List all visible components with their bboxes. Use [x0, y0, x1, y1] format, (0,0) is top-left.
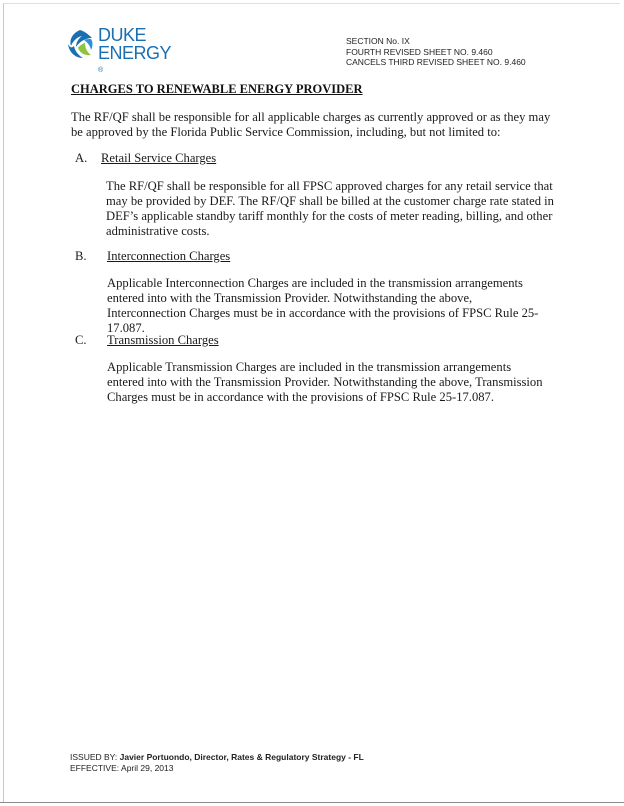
- effective-date: April 29, 2013: [121, 762, 174, 773]
- section-a-title: Retail Service Charges: [101, 151, 217, 165]
- logo-line-2: ENERGY: [98, 43, 172, 63]
- sheet-revision: FOURTH REVISED SHEET NO. 9.460: [346, 46, 493, 57]
- document-title: CHARGES TO RENEWABLE ENERGY PROVIDER: [71, 82, 363, 96]
- section-c-body: Applicable Transmission Charges are included in the transmission arrangements entered into with the Transmission Provider. Notwithstanding the above, Transmission Charges must be in accordance with the provisions of FPSC Rule 25-17.087.: [107, 360, 543, 404]
- section-b-letter: B.: [75, 249, 87, 263]
- logo-wordmark: [98, 26, 171, 80]
- duke-energy-logo-icon: [64, 28, 96, 60]
- sheet-cancels: CANCELS THIRD REVISED SHEET NO. 9.460: [346, 57, 526, 67]
- section-b-body: Applicable Interconnection Charges are included in the transmission arrangements entered into with the Transmission Provider. Notwithstanding the above, Interconnection Charges must be in accordance with the provisions of FPSC Rule 25-17.087.: [107, 276, 539, 335]
- intro-paragraph: The RF/QF shall be responsible for all applicable charges as currently approved or as they may be approved by the Florida Public Service Commission, including, but not limited to:: [71, 110, 551, 139]
- section-a-body: The RF/QF shall be responsible for all FPSC approved charges for any retail service that may be provided by DEF. The RF/QF shall be billed at the customer charge rate stated in DEF’s applicable standby tariff monthly for the costs of meter reading, billing, and other administrative costs.: [106, 179, 554, 238]
- logo-registered-mark: ®: [98, 67, 104, 74]
- section-c-letter: C.: [75, 333, 87, 347]
- company-logo: [64, 24, 184, 74]
- issued-by-label: ISSUED BY:: [70, 752, 118, 762]
- logo-line-1: DUKE: [98, 25, 147, 45]
- footer-block: [70, 752, 364, 773]
- section-a-letter: A.: [75, 151, 88, 165]
- page-bottom-edge: [0, 802, 624, 803]
- section-number: SECTION No. IX: [346, 36, 410, 46]
- issued-by-value: Javier Portuondo, Director, Rates & Regulatory Strategy - FL: [119, 752, 364, 762]
- effective-label: EFFECTIVE:: [70, 762, 120, 773]
- section-b-title: Interconnection Charges: [107, 249, 231, 263]
- sheet-info-block: [346, 36, 526, 68]
- section-c-title: Transmission Charges: [107, 333, 219, 347]
